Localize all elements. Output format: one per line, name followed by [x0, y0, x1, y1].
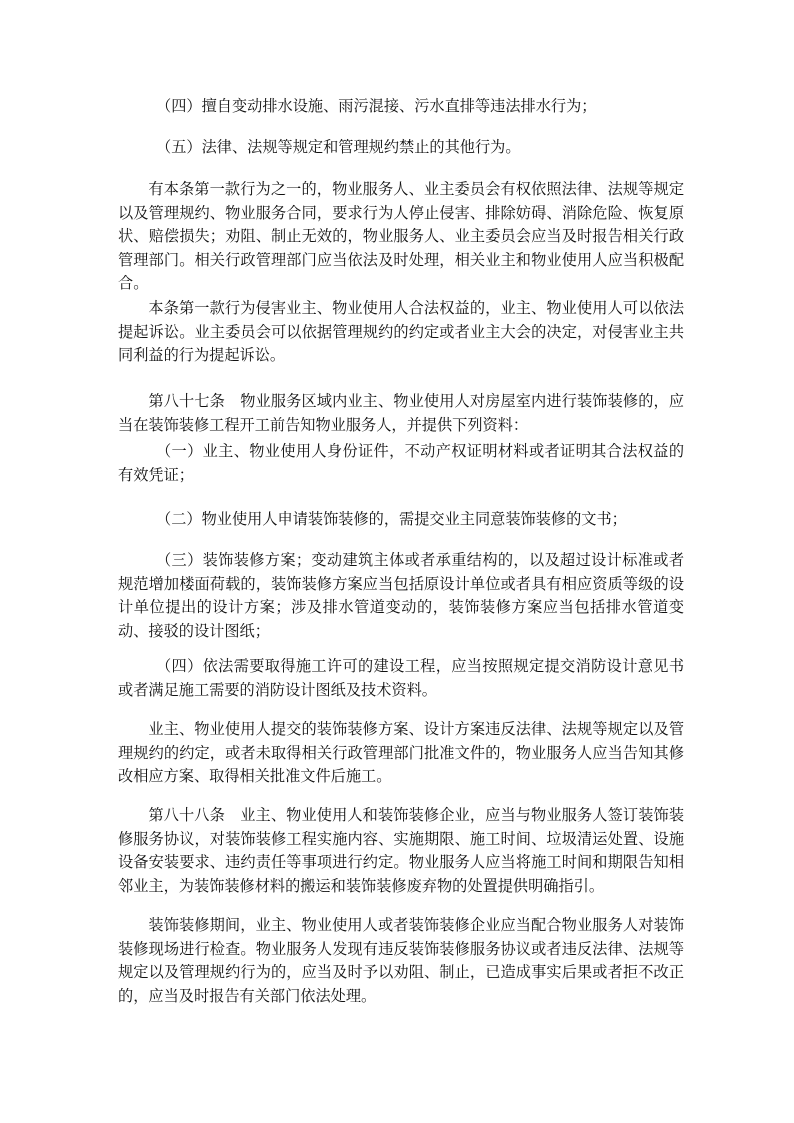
- article-87-item-4: （四）依法需要取得施工许可的建设工程，应当按照规定提交消防设计意见书或者满足施工需要的消防设计图纸及技术资料。: [118, 657, 684, 699]
- paragraph-inspection: 装饰装修期间，业主、物业使用人或者装饰装修企业应当配合物业服务人对装饰装修现场进行检查。物业服务人发现有违反装饰装修服务协议或者违反法律、法规等规定以及管理规约行为的，应当及时予以劝阻、制止，已造成事实后果或者拒不改正的，应当及时报告有关部门依法处理。: [118, 916, 684, 1005]
- clause-item-5-other: （五）法律、法规等规定和管理规约禁止的其他行为。: [156, 138, 521, 156]
- article-88: 第八十八条 业主、物业使用人和装饰装修企业，应当与物业服务人签订装饰装修服务协议，对装饰装修工程实施内容、实施期限、施工时间、垃圾清运处置、设施设备安装要求、违约责任等事项进行约定。物业服务人应当将施工时间和期限告知相邻业主，为装饰装修材料的搬运和装饰装修废弃物的处置提供明确指引。: [118, 806, 684, 895]
- paragraph-enforcement: 有本条第一款行为之一的，物业服务人、业主委员会有权依照法律、法规等规定以及管理规约、物业服务合同，要求行为人停止侵害、排除妨碍、消除危险、恢复原状、赔偿损失；劝阻、制止无效的，物业服务人、业主委员会应当及时报告相关行政管理部门。相关行政管理部门应当依法及时处理，相关业主和物业使用人应当积极配合。: [118, 180, 684, 292]
- article-87-item-1: （一）业主、物业使用人身份证件，不动产权证明材料或者证明其合法权益的有效凭证；: [118, 442, 684, 484]
- article-87-item-2: （二）物业使用人申请装饰装修的，需提交业主同意装饰装修的文书；: [156, 510, 627, 528]
- paragraph-litigation: 本条第一款行为侵害业主、物业使用人合法权益的，业主、物业使用人可以依法提起诉讼。业主委员会可以依据管理规约的约定或者业主大会的决定，对侵害业主共同利益的行为提起诉讼。: [118, 299, 684, 364]
- article-87-item-3: （三）装饰装修方案；变动建筑主体或者承重结构的，以及超过设计标准或者规范增加楼面荷载的，装饰装修方案应当包括原设计单位或者具有相应资质等级的设计单位提出的设计方案；涉及排水管道变动的，装饰装修方案应当包括排水管道变动、接驳的设计图纸；: [118, 551, 684, 640]
- article-87: 第八十七条 物业服务区域内业主、物业使用人对房屋室内进行装饰装修的，应当在装饰装修工程开工前告知物业服务人，并提供下列资料：: [118, 392, 684, 434]
- paragraph-plan-violation: 业主、物业使用人提交的装饰装修方案、设计方案违反法律、法规等规定以及管理规约的约定，或者未取得相关行政管理部门批准文件的，物业服务人应当告知其修改相应方案、取得相关批准文件后施工。: [118, 720, 684, 785]
- clause-item-4-drainage: （四）擅自变动排水设施、雨污混接、污水直排等违法排水行为；: [156, 97, 597, 115]
